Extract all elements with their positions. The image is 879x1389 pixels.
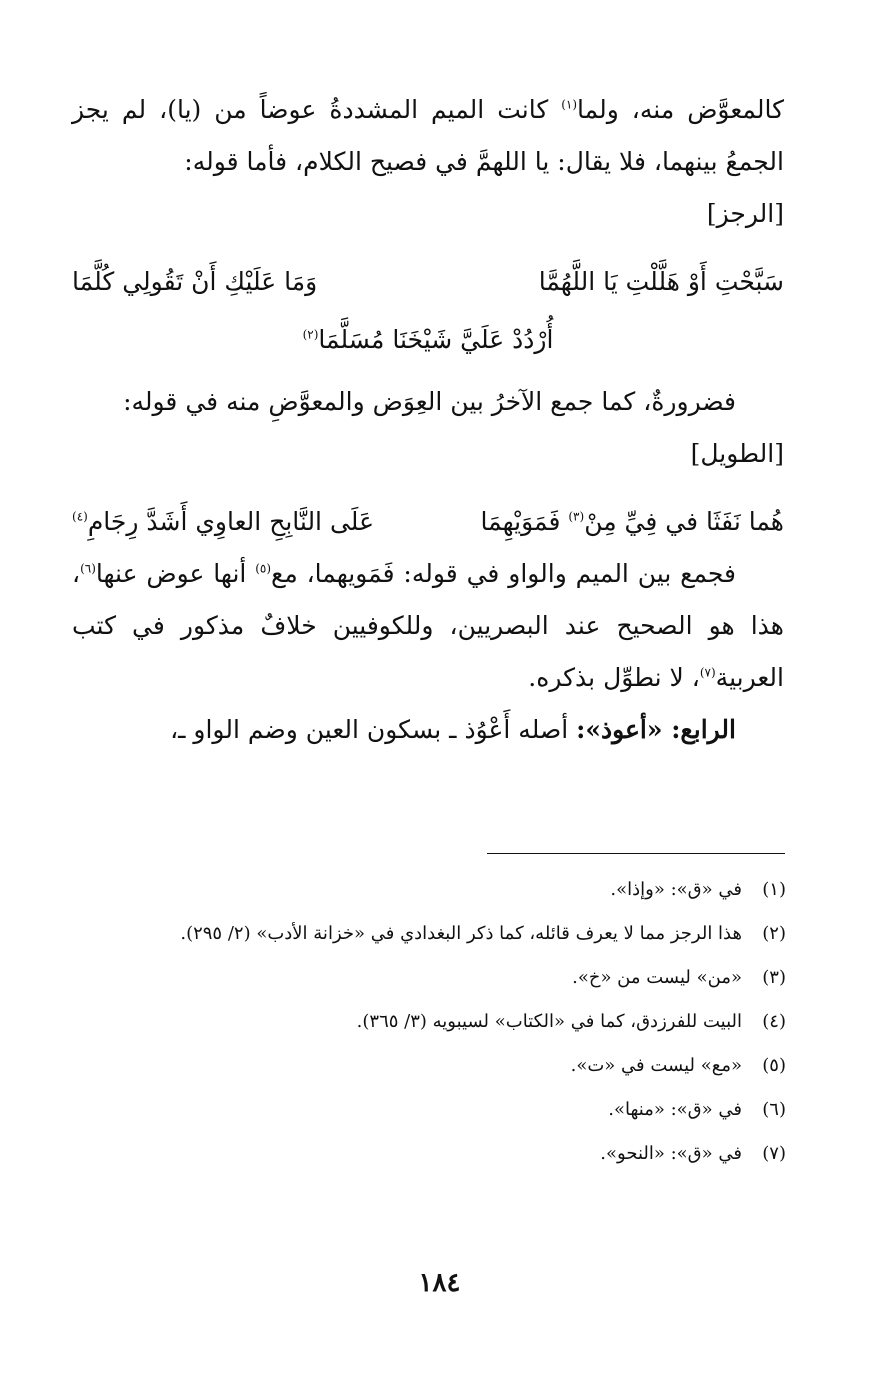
footnote-ref[interactable]: (٧) (699, 665, 716, 680)
footnote-number: (٥) (762, 1055, 786, 1076)
footnote-number: (٤) (762, 1011, 786, 1032)
footnote-text: «من» ليست من «خ». (572, 967, 742, 988)
text-run: أنها عوض عنها (95, 559, 256, 588)
footnote-ref[interactable]: (٤) (72, 509, 88, 524)
footnote-number: (١) (762, 879, 786, 900)
footnote-separator (487, 853, 785, 854)
footnote-ref[interactable]: (٢) (302, 327, 319, 342)
footnote-number: (٧) (762, 1143, 786, 1164)
hemistich-center: أُرْدُدْ عَلَيَّ شَيْخَنَا مُسَلَّمَا (318, 325, 554, 354)
footnotes (72, 868, 786, 1176)
footnote-6 (72, 1088, 786, 1132)
text-run: كالمعوَّض منه، ولما (577, 95, 784, 124)
footnote-2 (72, 912, 786, 956)
footnote-text: البيت للفرزدق، كما في «الكتاب» لسيبويه (٣/ ٣٦٥). (356, 1011, 742, 1032)
meter-label-rajaz: [الرجز] (706, 199, 784, 228)
footnote-ref[interactable]: (٣) (568, 509, 585, 524)
text-run: ، لا نطوِّل بذكره. (528, 663, 700, 692)
footnote-text: في «ق»: «منها». (608, 1099, 742, 1120)
hemistich-left: وَمَا عَلَيْكِ أَنْ تَقُولِي كُلَّمَا (72, 267, 318, 296)
footnote-1 (72, 868, 786, 912)
hemistich-left (72, 496, 374, 548)
text-run: عَلَى النَّابِحِ العاوِي أَشَدَّ رِجَامِ (87, 507, 374, 536)
paragraph-1 (72, 84, 784, 188)
text-run: ، هذا هو الصحيح عند البصريين، وللكوفيين خلافٌ مذكور في كتب العربية (72, 559, 784, 692)
text-run: فجمع بين الميم والواو في قوله: فَمَويهما، مع (271, 559, 736, 588)
footnote-number: (٢) (762, 923, 786, 944)
verse-line-3 (72, 496, 784, 548)
text-run: هُما نَفَثَا في فِيِّ مِنْ (584, 507, 784, 536)
footnote-text: «مع» ليست في «ت». (570, 1055, 742, 1076)
page-number: ١٨٤ (418, 1268, 461, 1298)
footnote-ref[interactable]: (٥) (255, 561, 272, 576)
text-run: أصله أَعْوُذ ـ بسكون العين وضم الواو ـ، (170, 715, 577, 744)
paragraph-3 (72, 548, 784, 704)
footnote-text: في «ق»: «وإذا». (610, 879, 742, 900)
hemistich-right: سَبَّحْتِ أَوْ هَلَّلْتِ يَا اللَّهُمَّا (538, 267, 784, 296)
footnote-ref[interactable]: (١) (561, 97, 578, 112)
footnote-7 (72, 1132, 786, 1176)
text-run: كانت الميم المشددةُ عوضاً من (يا)، لم يجز الجمعُ بينهما، فلا يقال: يا اللهمَّ في فصيح الكلام، فأما قوله: (72, 95, 784, 176)
footnote-number: (٦) (762, 1099, 786, 1120)
footnote-text: هذا الرجز مما لا يعرف قائله، كما ذكر البغدادي في «خزانة الأدب» (٢/ ٢٩٥). (180, 923, 742, 944)
paragraph-4 (72, 704, 784, 756)
meter-label-tawil: [الطويل] (690, 439, 784, 468)
footnote-ref[interactable]: (٦) (80, 561, 96, 576)
verse-line-2 (72, 314, 784, 366)
text-run: فَمَوَيْهِمَا (480, 507, 569, 536)
footnote-number: (٣) (762, 967, 786, 988)
footnote-3 (72, 956, 786, 1000)
footnote-4 (72, 1000, 786, 1044)
footnote-text: في «ق»: «النحو». (600, 1143, 742, 1164)
section-heading: الرابع: «أعوذ»: (576, 715, 736, 744)
main-text (72, 84, 784, 756)
hemistich-right (481, 496, 784, 548)
verse-line-1 (72, 256, 784, 308)
paragraph-2: فضرورةٌ، كما جمع الآخرُ بين العِوَض والمعوَّضِ منه في قوله: (123, 387, 736, 416)
footnote-5 (72, 1044, 786, 1088)
